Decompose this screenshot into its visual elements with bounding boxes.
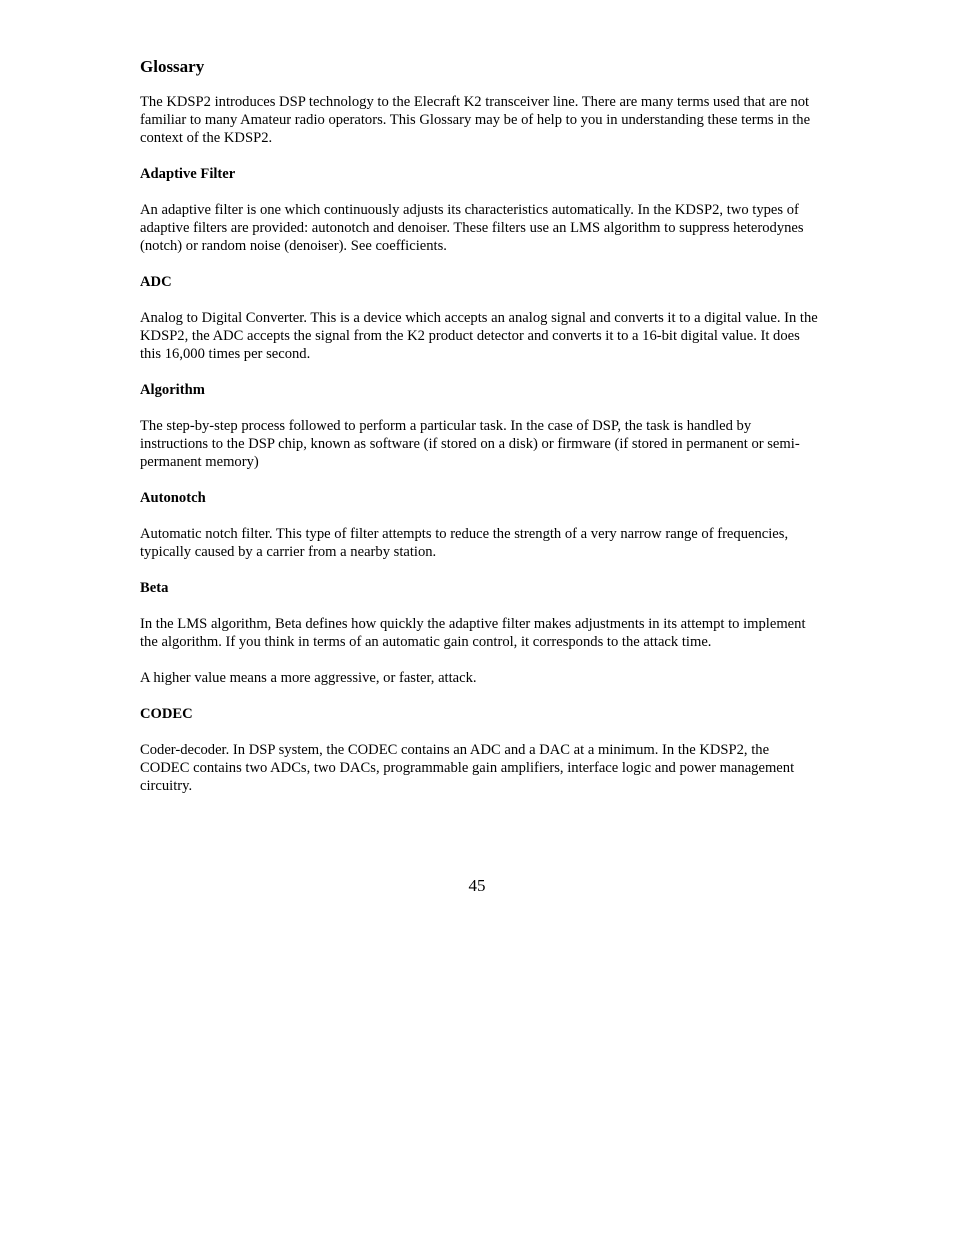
page-number: 45 <box>468 876 486 895</box>
document-body <box>140 57 820 813</box>
definition-adc: Analog to Digital Converter. This is a device which accepts an analog signal and converts it to a digital value. In the KDSP2, the ADC accepts the signal from the K2 product detector and converts it to a 16-bit digital value. It does this 16,000 times per second. <box>140 310 818 362</box>
term-adc: ADC <box>140 274 172 290</box>
term-codec: CODEC <box>140 706 193 722</box>
intro-paragraph: The KDSP2 introduces DSP technology to the Elecraft K2 transceiver line. There are many terms used that are not familiar to many Amateur radio operators. This Glossary may be of help to you in understanding these terms in the context of the KDSP2. <box>140 94 811 146</box>
term-adaptive-filter: Adaptive Filter <box>140 166 236 182</box>
definition-algorithm: The step-by-step process followed to perform a particular task. In the case of DSP, the task is handled by instructions to the DSP chip, known as software (if stored on a disk) or firmware (if stored in permanent or semi-permanent memory) <box>140 418 800 470</box>
definition-adaptive-filter: An adaptive filter is one which continuously adjusts its characteristics automatically. In the KDSP2, two types of adaptive filters are provided: autonotch and denoiser. These filters use an LMS algorithm to suppress heterodynes (notch) or random noise (denoiser). See coefficients. <box>140 202 804 254</box>
page-title: Glossary <box>140 57 205 76</box>
term-autonotch: Autonotch <box>140 490 206 506</box>
definition-autonotch: Automatic notch filter. This type of filter attempts to reduce the strength of a very narrow range of frequencies, typically caused by a carrier from a nearby station. <box>140 526 789 560</box>
term-algorithm: Algorithm <box>140 382 205 398</box>
term-beta: Beta <box>140 580 169 596</box>
definition-codec: Coder-decoder. In DSP system, the CODEC contains an ADC and a DAC at a minimum. In the KDSP2, the CODEC contains two ADCs, two DACs, programmable gain amplifiers, interface logic and power management circuitry. <box>140 742 795 794</box>
definition-beta: In the LMS algorithm, Beta defines how quickly the adaptive filter makes adjustments in its attempt to implement the algorithm. If you think in terms of an automatic gain control, it corresponds to the attack time. <box>140 616 806 650</box>
definition-beta-note: A higher value means a more aggressive, or faster, attack. <box>140 670 477 686</box>
